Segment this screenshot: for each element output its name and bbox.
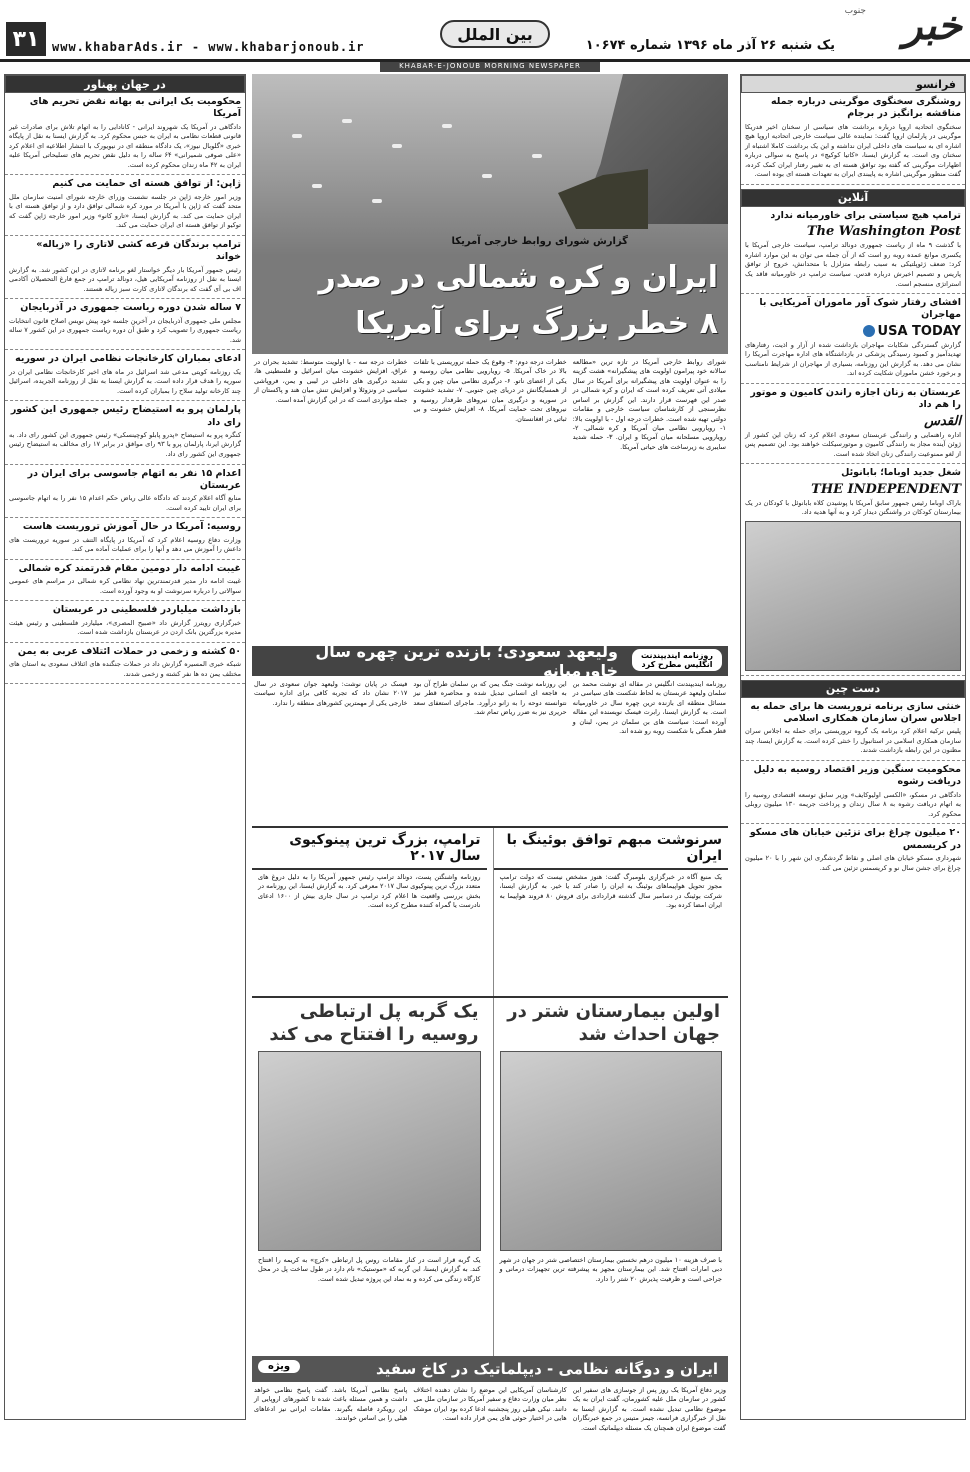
cat-bridge-story: [252, 998, 487, 1356]
cat-body: یک گربه قرار است در کنار مقامات روس پل ارتباطی «کرچ» به کریمه را افتتاح کند. به گزارش ایسنا، این گربه که «موستیک» نام دارد در طول ساخت پل در محل کارگاه زندگی می کرده و به نماد این پروژه تبدیل شده است.: [258, 1256, 481, 1283]
bottom-title: ایران و دوگانه نظامی - دیپلماتیک در کاخ سفید: [375, 1360, 718, 1378]
banner-title: ولیعهد سعودی؛ بازنده ترین چهره سال خاورمیانه: [315, 642, 618, 680]
main-headline-line2: ۸ خطر بزرگ برای آمریکا: [355, 306, 718, 341]
right-column: [740, 74, 966, 1420]
special-tag: ویژه: [258, 1360, 300, 1373]
camel-hospital-story: [493, 998, 729, 1356]
boat: [392, 144, 402, 148]
article-body: با گذشت ۹ ماه از ریاست جمهوری دونالد ترامپ، سیاست خارجی آمریکا با یکسری موانع عمده روبه رو است که از آن جمله می توان به این موارد اشاره کرد: ضعف ژئوپلتیکی به سبب رابطه متزلزل با متحدانش، خروج از توافق پاریس و تصمیم اخیرش درباره قدس. سیاست ترامپ در خاورمیانه فاقد یک استراتژی منسجم است.: [745, 241, 962, 288]
boeing-title: سرنوشت مبهم توافق بوئینگ با ایران: [494, 828, 729, 870]
article-title: روشنگری سخنگوی موگرینی درباره جمله مناقشه برانگیز در برجام: [771, 96, 961, 120]
page-number: ۳۱: [6, 22, 46, 56]
article-body: رئیس جمهور آمریکا بار دیگر خواستار لغو برنامه لاتاری در این کشور شد. به گزارش ایسنا به نقل از روزنامه آمریکایی هیل، دونالد ترامپ در جمع فارغ التحصیلان آکادمی اف بی آی گفت که برندگان لاتاری کارت سبز زباله هستند.: [9, 265, 241, 293]
saudi-col-2: این روزنامه نوشت جنگ یمن که بن سلمان طراح آن بود به فاجعه ای انسانی تبدیل شده و محاصره قطر نیز نتوانسته دوحه را به زانو درآورد. ماجرای استعفای سعد حریری نیز به ضرر ریاض تمام شد.: [413, 680, 567, 717]
article: [5, 93, 245, 175]
banner-source: روزنامه ایندیپندنت انگلیس مطرح کرد: [632, 649, 722, 671]
boat: [482, 174, 492, 178]
article-body: شبکه خبری المسیره گزارش داد در حملات جنگنده های ائتلاف سعودی به استان های مختلف یمن ده ها نفر کشته و زخمی شدند.: [9, 660, 241, 678]
lead-col-1: شورای روابط خارجی آمریکا در تازه ترین «مطالعه سالانه خود پیرامون اولویت های پیشگیرانه» هشت گزینه را به عنوان اولویت های پیشگیرانه برای آمریکا در سال میلادی آتی تعریف کرده است که ایران و کره شمالی در صدر این فهرست قرار دارند. این گزارش بر اساس نظرسنجی از کارشناسان سیاست خارجی و مقامات دولتی تهیه شده است. خطرات درجه اول - با اولویت بالا: ۱- رویارویی نظامی میان آمریکا و کره شمالی. ۲- رویارویی مسلحانه میان آمریکا و ایران. ۳- حمله شدید سایبری به زیرساخت های حیاتی آمریکا.: [572, 358, 726, 451]
article-title: ادعای بمباران کارخانجات نظامی ایران در سوریه: [15, 353, 241, 365]
article: [5, 518, 245, 559]
dateline: یک شنبه ۲۶ آذر ماه ۱۳۹۶ شماره ۱۰۶۷۴: [585, 38, 835, 53]
article: [5, 350, 245, 401]
camel-body: با صرف هزینه ۱۰ میلیون درهم نخستین بیمارستان اختصاصی شتر در جهان در شهر دبی امارات افتتاح شد. این بیمارستان مجهز به پیشرفته ترین تجهیزات درمانی و جراحی است و ظرفیت پذیرش ۲۰ شتر را دارد.: [499, 1256, 722, 1283]
article: [5, 299, 245, 350]
pinocchio-title: ترامپ، بزرگ ترین پینوکیوی سال ۲۰۱۷: [252, 828, 487, 870]
article-body: وزارت دفاع روسیه اعلام کرد که آمریکا در پایگاه التنف در سوریه تروریست های داعش را آموزش می دهد و آنها را برای عملیات آماده می کند.: [9, 535, 241, 554]
boat: [292, 134, 302, 138]
article: [5, 560, 245, 601]
boat: [372, 199, 382, 203]
saudi-col-1: روزنامه ایندیپندنت انگلیس در مقاله ای نوشت محمد بن سلمان ولیعهد عربستان به لحاظ شکست های سیاسی در مسائل منطقه ای بازنده ترین چهره سال در خاورمیانه است. به گزارش ایسنا، رابرت فیسک نویسنده این مقاله آورده است: سیاست های بن سلمان در یمن، لبنان و قطر همگی با شکست روبه رو شده اند.: [572, 680, 726, 736]
article-title: ۵۰ کشته و زخمی در حملات ائتلاف عربی به یمن: [17, 645, 241, 657]
article: [741, 384, 965, 464]
article-title: اعدام ۱۵ نفر به اتهام جاسوسی برای ایران در عربستان: [27, 467, 241, 491]
article-body: دادگاهی در آمریکا یک شهروند ایرانی - کانادایی را به اتهام تلاش برای صادرات غیر قانونی قطعات نظامی به ایران به حبس محکوم کرد. به گزارش ایسنا به نقل از پایگاه خبری «گلوبال نیوز»، یک دادگاه منطقه ای در نیویورک با انتشار اطلاعیه ای اعلام کرد «علی صوفی شمیرانی» ۶۴ ساله را به دلیل نقض تحریم های تسلیحاتی آمریکا علیه ایران به ۴۲ ماه زندان محکوم کرده است.: [9, 122, 241, 169]
camel-photo: [500, 1051, 723, 1251]
cat-title: یک گربه پل ارتباطی روسیه را افتتاح می کند: [269, 1001, 479, 1045]
bottom-story: [252, 1382, 728, 1472]
feature-stories: [252, 996, 728, 1356]
article-title: روسیه: آمریکا در حال آموزش تروریست هاست: [22, 521, 241, 533]
article-body: پلیس ترکیه اعلام کرد برنامه یک گروه تروریستی برای حمله به اجلاس سران سازمان همکاری اسلامی در استانبول را خنثی کرده است. به گزارش ایسنا، چند مظنون در این رابطه بازداشت شدند.: [745, 727, 961, 755]
bottom-banner: [252, 1356, 728, 1382]
bottom-col-2: کارشناسان آمریکایی این موضع را نشان دهنده اختلاف نظر میان وزارت دفاع و سفیر آمریکا در سازمان ملل می دانند. نیکی هیلی روز پنجشنبه ادعا کرده بود ایران موشک هایی در اختیار حوثی های یمن قرار داده است.: [413, 1386, 567, 1423]
newspaper-logo: [842, 2, 962, 60]
article-body: خبرگزاری رویترز گزارش داد «صبیح المصری»، میلیاردر فلسطینی و رئیس هیئت مدیره بزرگترین بانک اردن در عربستان بازداشت شده است.: [9, 618, 241, 637]
bottom-col-3: پاسخ نظامی آمریکا باشد. گفت پاسخ نظامی خواهد داشت و همین مسئله باعث شده تا کشورهای اروپایی از این رویکرد فاصله بگیرند. مقامات ایرانی نیز ادعاهای هیلی را بی اساس خواندند.: [254, 1386, 408, 1423]
main-headline-block: [252, 256, 728, 354]
center-column: [252, 74, 728, 1432]
lead-story: [252, 354, 728, 646]
boat: [442, 124, 452, 128]
article: [741, 824, 965, 877]
article: [5, 465, 245, 519]
saudi-banner: [252, 642, 728, 680]
article-body: دادگاهی در مسکو، «الکسی اولیوکایف» وزیر سابق توسعه اقتصادی روسیه را به اتهام دریافت رشوه به ۸ سال زندان و پرداخت جریمه ۱۳۰ میلیون روبلی محکوم کرد.: [745, 790, 961, 818]
article: [741, 464, 965, 675]
article-body: شهرداری مسکو خیابان های اصلی و نقاط گردشگری این شهر را با ۲۰ میلیون چراغ برای جشن سال نو و کریسمس تزئین می کند.: [745, 854, 961, 872]
article-title: بازداشت میلیاردر فلسطینی در عربستان: [52, 604, 241, 616]
boeing-story: [493, 828, 729, 996]
camel-title: اولین بیمارستان شتر در جهان احداث شد: [507, 1001, 720, 1045]
al-quds-logo: القدس: [924, 413, 961, 429]
article: [5, 236, 245, 299]
article-title: محکومیت سنگین وزیر اقتصاد روسیه به دلیل دریافت رشوه: [753, 764, 961, 788]
article-body: سخنگوی اتحادیه اروپا درباره برداشت های سیاسی از سخنان اخیر فدریکا موگرینی در پارلمان اروپا گفت: نماینده عالی سیاست خارجی اتحادیه اروپا هیچ اشاره ای به سیاست های داخلی ایران نداشته و این یک برداشت کاملا اشتباه از سخنان وی است. به گزارش ایسنا، «کاتیا کوکیچ» در پاسخ به سوالی درباره اظهارات موگرینی که گفته بود توافق هسته ای به تغییر رفتار ایران کمک کرده، گفت منظور موگرینی اشاره به پایبندی ایران به تعهدات هسته ای بوده است.: [745, 122, 961, 179]
article-title: ژاپن: از توافق هسته ای حمایت می کنیم: [52, 178, 241, 190]
boat: [342, 119, 352, 123]
usa-today-dot-icon: [863, 325, 875, 337]
article-title: پارلمان پرو به استیضاح رئیس جمهوری این کشور رای داد: [10, 404, 241, 428]
hero-caption: گزارش شورای روابط خارجی آمریکا: [451, 236, 628, 247]
article-title: غیبت ادامه دار دومین مقام قدرتمند کره شمالی: [18, 562, 241, 574]
article: [5, 643, 245, 684]
left-column: [4, 74, 246, 1420]
article-title: ترامپ برندگان قرعه کشی لاتاری را «زباله» خواند: [36, 238, 241, 263]
article: [741, 294, 965, 384]
cat-photo: [258, 1051, 481, 1251]
article-body: غیبت ادامه دار مدیر قدرتمندترین نهاد نظامی کره شمالی در مراسم های عمومی سوالاتی را درباره سرنوشت او به وجود آورده است.: [9, 577, 241, 595]
article-body: کنگره پرو به استیضاح «پدرو پابلو کوچینسکی» رئیس جمهوری این کشور رای داد. به گزارش ایرنا، پارلمان پرو با ۹۳ رای موافق در برابر ۱۷ رای مخالف به استیضاح رئیس جمهوری این کشور رای داد.: [9, 430, 241, 459]
article-body: باراک اوباما رئیس جمهور سابق آمریکا با پوشیدن کلاه بابانوئل با کودکان در یک بیمارستان کودکان در واشنگتن دیدار کرد و به آنها هدیه داد.: [745, 498, 961, 517]
article-body: گزارش گستردگی شکایات مهاجران بازداشت شده از آزار و اذیت، رفتارهای تهدیدآمیز و کمبود رسیدگی پزشکی در بازداشتگاه های اداره مهاجرت آمریکا را نشان می دهد. به گزارش این روزنامه، بسیاری از مهاجران از شرایط نامناسب و برخورد خشن ماموران شکایت کرده اند.: [745, 340, 961, 378]
pinocchio-story: [252, 828, 487, 996]
boeing-body: یک منبع آگاه در خبرگزاری بلومبرگ گفت: هنوز مشخص نیست که دولت ترامپ مجوز تحویل هواپیماهای بوئینگ به ایران را صادر کند یا خیر. به گزارش ایسنا، شرکت بوئینگ در دسامبر سال گذشته قراردادی برای فروش ۸۰ فروند هواپیما به ایران امضا کرده بود.: [499, 873, 722, 910]
boat: [312, 184, 322, 188]
article: [741, 93, 965, 185]
article-title: افشای رفتار شوک آور ماموران آمریکایی با مهاجران: [759, 297, 961, 321]
article: [741, 698, 965, 761]
masthead: [0, 0, 970, 62]
bottom-col-1: وزیر دفاع آمریکا یک روز پس از جوسازی های سفیر این کشور در سازمان ملل علیه کشورمان، گفت ایران به یک موضوع نظامی تبدیل نشده است. به گزارش ایسنا به نقل از خبرگزاری فرانسه، جیمز متیس در جمع خبرنگاران گفت موضوع ایران همچنان یک مسئله دیپلماتیک است.: [572, 1386, 726, 1432]
article-title: ترامپ هیچ سیاستی برای خاورمیانه ندارد: [770, 209, 961, 221]
independent-logo: THE INDEPENDENT: [811, 481, 961, 497]
pinocchio-body: روزنامه واشنگتن پست، دونالد ترامپ رئیس جمهور آمریکا را به دلیل دروغ های متعدد بزرگ ترین پینوکیوی سال ۲۰۱۷ معرفی کرد. به گزارش ایسنا، این روزنامه در بخش بررسی واقعیت ها اعلام کرد ترامپ در سال جاری بیش از ۱۶۰۰ ادعای نادرست یا گمراه کننده مطرح کرده است.: [258, 873, 481, 910]
article: [741, 761, 965, 824]
website-url[interactable]: www.khabarAds.ir - www.khabarjonoub.ir: [52, 40, 365, 54]
hero-photo: [252, 74, 728, 256]
article: [741, 207, 965, 294]
article-title: ۷ ساله شدن دوره ریاست جمهوری در آذربایجان: [20, 302, 241, 314]
soldier-figure: [558, 169, 648, 229]
article-body: مجلس ملی جمهوری آذربایجان در آخرین جلسه خود پیش نویس اصلاح قانون انتخابات ریاست جمهوری را تصویب کرد و طبق آن دوره ریاست جمهوری در این کشور ۷ ساله شد.: [9, 316, 241, 344]
mid-stories: [252, 826, 728, 996]
usa-today-logo: USA TODAY: [863, 324, 961, 339]
right-section-label-2: دست چین: [741, 680, 965, 698]
obama-photo: [745, 521, 961, 671]
article-body: یک روزنامه کویتی مدعی شد اسرائیل در ماه های اخیر کارخانجات نظامی ایران در سوریه را هدف قرار داده است. به گزارش ایسنا به نقل از روزنامه الجریده، اسرائیل چند کارخانه تولید سلاح را بمباران کرده است.: [9, 367, 241, 395]
article: [5, 175, 245, 236]
article: [5, 601, 245, 642]
logo-text: خبر: [903, 2, 962, 49]
section-title: بین الملل: [440, 20, 550, 48]
article-title: شغل جدید اوباما؛ بابانوئل: [841, 467, 961, 479]
right-section-label-0: فرانسو: [741, 75, 965, 93]
left-section-label: در جهان پهناور: [5, 75, 245, 93]
article: [5, 401, 245, 464]
article-title: محکومیت یک ایرانی به بهانه نقض تحریم های آمریکا: [29, 96, 241, 120]
washington-post-logo: The Washington Post: [806, 224, 961, 240]
saudi-story: [252, 676, 728, 826]
right-section-label-1: آنلاین: [741, 189, 965, 207]
logo-subtitle: جنوب: [844, 6, 866, 16]
article-body: منابع آگاه اعلام کردند که دادگاه عالی ریاض حکم اعدام ۱۵ نفر را به اتهام جاسوسی برای ایران تایید کرده است.: [9, 494, 241, 512]
article-title: خنثی سازی برنامه تروریست ها برای حمله به اجلاس سران سازمان همکاری اسلامی: [750, 700, 961, 725]
lead-col-2: خطرات درجه دوم: ۴- وقوع یک حمله تروریستی با تلفات بالا در خاک آمریکا. ۵- رویارویی نظامی میان روسیه و یکی از اعضای ناتو. ۶- درگیری نظامی میان چین و یکی از همسایگانش در دریای چین جنوبی. ۷- تشدید خشونت در سوریه و درگیری میان نیروهای طرفدار روسیه و نیروهای تحت حمایت آمریکا. ۸- افزایش خشونت و بی ثباتی در افغانستان.: [413, 358, 567, 423]
lead-col-3: خطرات درجه سه - با اولویت متوسط: تشدید بحران در عراق، افزایش خشونت میان اسرائیل و فلسطینی ها، تشدید درگیری های داخلی در لیبی و یمن، فروپاشی سیاسی در ونزوئلا و افزایش تنش میان هند و پاکستان از جمله مواردی است که در این گزارش آمده است.: [254, 358, 408, 404]
english-name: KHABAR-E-JONOUB MORNING NEWSPAPER: [380, 62, 600, 72]
article-body: اداره راهنمایی و رانندگی عربستان سعودی اعلام کرد که زنان این کشور از ژوئن آینده مجاز به رانندگی کامیون و موتورسیکلت خواهند بود. این تصمیم پس از لغو ممنوعیت رانندگی زنان اتخاذ شده است.: [745, 430, 961, 458]
article-body: وزیر امور خارجه ژاپن در جلسه نشست وزرای خارجه شورای امنیت سازمان ملل متحد گفت که ژاپن با آمریکا در مورد کره شمالی توافق دارد و از توافق هسته ای با ایران حمایت می کند. به گزارش ایسنا، «تارو کانو» وزیر امور خارجه ژاپن گفت که توکیو از توافق هسته ای ایران حمایت می کند.: [9, 192, 241, 230]
boat: [532, 154, 542, 158]
article-title: عربستان به زنان اجازه راندن کامیون و موتور را هم داد: [750, 386, 961, 411]
main-headline-line1: ایران و کره شمالی در صدر: [318, 260, 718, 295]
article-title: ۲۰ میلیون چراغ برای تزئین خیابان های مسکو در کریسمس: [749, 827, 961, 851]
saudi-col-3: فیسک در پایان نوشت: ولیعهد جوان سعودی در سال ۲۰۱۷ نشان داد که تجربه کافی برای اداره سیاست خارجی یکی از مهمترین کشورهای منطقه را ندارد.: [254, 680, 408, 707]
